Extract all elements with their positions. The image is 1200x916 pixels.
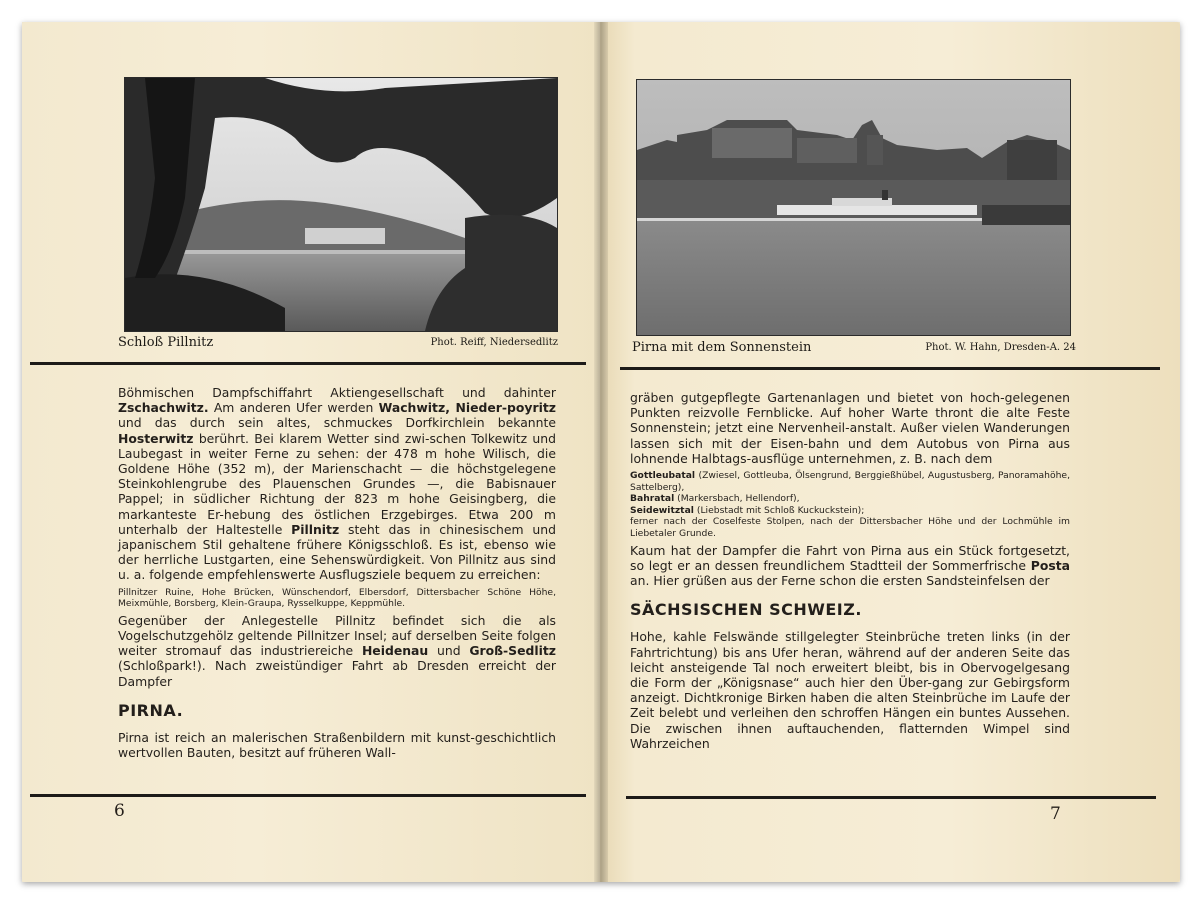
heading-pirna: PIRNA.: [118, 700, 184, 720]
left-p1-run-1: Zschachwitz.: [118, 400, 209, 416]
left-p2-run-1: Heidenau: [361, 643, 429, 659]
photo-pirna-sonnenstein: [636, 79, 1071, 336]
excursion-item-details: (Zwiesel, Gottleuba, Ölsengrund, Berggießhübel, Augustusberg, Panoramahöhe, Sattelberg),: [630, 470, 1070, 493]
left-p2-run-4: (Schloßpark!). Nach zweistündiger Fahrt ab Dresden erreicht der Dampfer: [118, 658, 556, 689]
heading-saechsische-schweiz: SÄCHSISCHEN SCHWEIZ.: [630, 600, 862, 620]
right-page: [600, 22, 1180, 882]
excursion-item-name: Gottleubatal: [630, 470, 696, 482]
booklet-spread: [22, 22, 1180, 882]
right-p2-run-2: an. Hier grüßen aus der Ferne schon die ersten Sandsteinfelsen der: [630, 572, 1050, 588]
page-number-right: 7: [1050, 804, 1061, 824]
left-p1-run-6: berührt. Bei klarem Wetter sind zwi-schen Tolkewitz und Laubegast in weiter Ferne zu sehen: der 478 m hohe Wilisch, die Goldene Höhe (352 m), der Marienschacht — die höchstgelegene Steinkohlengrube des Plauenschen Grundes —, die Babisnauer Pappel; in südlicher Richtung der 823 m hohe Geisingberg, die markanteste Er-hebung des östlichen Erzgebirges. Etwa 200 m unterhalb der Haltestelle: [118, 430, 556, 537]
right-top-rule: [620, 367, 1160, 370]
left-paragraph-1: [118, 385, 556, 583]
right-caption-credit: Phot. W. Hahn, Dresden-A. 24: [925, 342, 1076, 353]
left-p1-run-0: Böhmischen Dampfschiffahrt Aktiengesellschaft und dahinter: [118, 385, 556, 400]
left-p1-run-2: Am anderen Ufer werden: [208, 400, 379, 416]
left-body-text: [118, 385, 556, 760]
right-caption-title: Pirna mit dem Sonnenstein: [632, 340, 812, 355]
right-p2-run-1: Posta: [1030, 557, 1070, 573]
excursion-item-name: Seidewitztal: [630, 504, 694, 516]
pirna-photo-image: [637, 80, 1070, 335]
excursion-item-details: (Markersbach, Hellendorf),: [674, 493, 800, 505]
left-p2-run-2: und: [428, 643, 470, 659]
excursion-item: [630, 493, 1070, 505]
left-top-rule: [30, 362, 586, 365]
left-paragraph-2: [118, 613, 556, 689]
book-gutter: [594, 22, 608, 882]
pillnitz-photo-image: [125, 78, 557, 331]
excursion-item: [630, 470, 1070, 493]
left-p2-run-0: Gegenüber der Anlegestelle Pillnitz befindet sich die als Vogelschutzgehölz geltende Pillnitzer Insel; auf derselben Seite folgen weiter stromauf das industriereiche: [118, 612, 556, 659]
left-caption-title: Schloß Pillnitz: [118, 335, 214, 350]
excursion-item-details: ferner nach der Coselfeste Stolpen, nach der Dittersbacher Höhe und der Lochmühle im Liebetaler Grunde.: [630, 516, 1070, 539]
left-excursion-list: Pillnitzer Ruine, Hohe Brücken, Wünschendorf, Elbersdorf, Dittersbacher Schöne Höhe, Meixmühle, Borsberg, Klein-Graupa, Rysselkuppe, Keppmühle.: [118, 586, 556, 610]
left-paragraph-3: Pirna ist reich an malerischen Straßenbildern mit kunst-geschichtlich wertvollen Bauten, besitzt auf früheren Wall-: [118, 730, 556, 761]
left-bottom-rule: [30, 794, 586, 797]
left-p2-run-3: Groß-Sedlitz: [469, 643, 557, 659]
photo-schloss-pillnitz: [124, 77, 558, 332]
right-excursion-list: [630, 470, 1070, 540]
excursion-item: [630, 516, 1070, 539]
page-number-left: 6: [114, 801, 125, 821]
right-body-text: [630, 390, 1070, 751]
right-p2-run-0: Kaum hat der Dampfer die Fahrt von Pirna aus ein Stück fortgesetzt, so legt er an dessen freundlichem Stadtteil der Sommerfrische: [630, 542, 1070, 573]
excursion-item-name: Bahratal: [630, 493, 675, 505]
right-bottom-rule: [626, 796, 1156, 799]
right-caption: [632, 340, 1076, 358]
left-p1-run-5: Hosterwitz: [118, 430, 194, 446]
left-caption: [118, 335, 558, 353]
right-paragraph-3: Hohe, kahle Felswände stillgelegter Steinbrüche treten links (in der Fahrtrichtung) bis ans Ufer heran, während auf der anderen Seite das leicht ansteigende Tal noch erweitert bleibt, bis in Obervogelgesang die Form der „Königsnase“ auch hier den Über-gang zur Gebirgsform anzeigt. Dichtkronige Birken haben die alten Steinbrüche im Laufe der Zeit belebt und verleihen den schroffen Hängen ein buntes Aussehen. Die zwischen ihnen auftauchenden, flatternden Wimpel sind Wahrzeichen: [630, 629, 1070, 751]
left-caption-credit: Phot. Reiff, Niedersedlitz: [430, 337, 558, 348]
left-p1-run-8: steht das in chinesischem und japanischem Stil gehaltene frühere Königsschloß. Es ist, ebenso wie der herrliche Lustgarten, eine Sehenswürdigkeit. Von Pillnitz aus sind u. a. folgende empfehlenswerte Ausflugsziele bequem zu erreichen:: [118, 521, 556, 583]
left-p1-run-7: Pillnitz: [291, 521, 340, 537]
left-page: [22, 22, 600, 882]
excursion-item: [630, 505, 1070, 517]
excursion-item-details: (Liebstadt mit Schloß Kuckuckstein);: [693, 504, 865, 516]
left-p1-run-3: Wachwitz, Nieder-poyritz: [378, 400, 556, 416]
right-paragraph-1: gräben gutgepflegte Gartenanlagen und bietet von hoch-gelegenen Punkten reizvolle Fernblicke. Auf hoher Warte thront die alte Feste Sonnenstein; jetzt eine Nervenheil-anstalt. Außer vielen Wanderungen lassen sich mit der Eisen-bahn und dem Autobus von Pirna aus lohnende Halbtags-ausflüge unternehmen, z. B. nach dem: [630, 390, 1070, 466]
left-p1-run-4: und das durch sein altes, schmuckes Dorfkirchlein bekannte: [118, 415, 556, 431]
right-paragraph-2: [630, 543, 1070, 589]
